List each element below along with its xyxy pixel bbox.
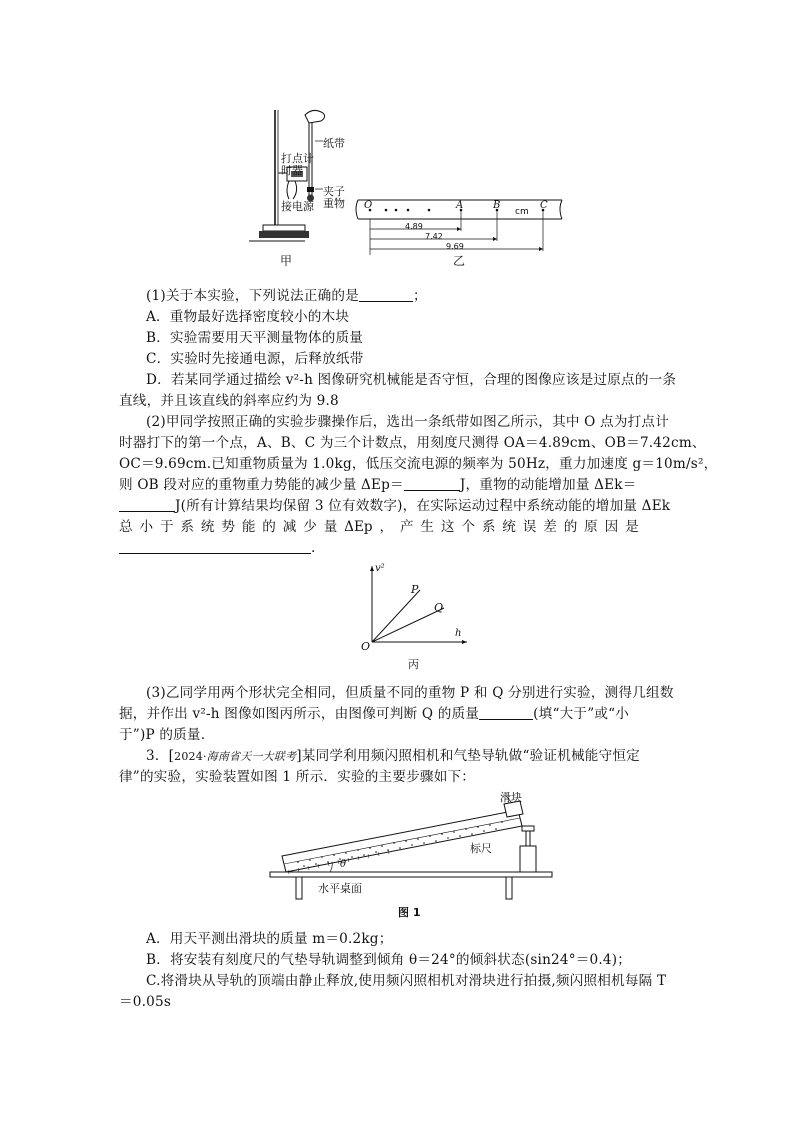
q2-line-4: 则 OB 段对应的重物重力势能的减少量 ΔEp＝ J，重物的动能增加量 ΔEk＝ <box>119 477 637 493</box>
problem3-line-1: 3．[2024·海南省天一大联考]某同学利用频闪照相机和气垫导轨做“验证机械能守恒定 <box>146 748 640 764</box>
q2-reason-blank[interactable] <box>119 538 311 554</box>
label-paper-tape: 纸带 <box>323 137 345 150</box>
dim-oc: 9.69 <box>446 242 464 251</box>
tape-point-a: A <box>456 200 464 211</box>
caption-figure1: 图 1 <box>398 906 421 919</box>
q2-line-1: (2)甲同学按照正确的实验步骤操作后，选出一条纸带如图乙所示，其中 O 点为打点计 <box>146 414 670 430</box>
q2-line-6: 总 小 于 系 统 势 能 的 减 少 量 ΔEp ， 产 生 这 个 系 统 误 差 的 原 因 是 <box>119 519 639 535</box>
q1-prompt: (1)关于本实验，下列说法正确的是 ； <box>146 288 427 304</box>
q1-option-c: C．实验时先接通电源，后释放纸带 <box>146 351 364 367</box>
q2-line-7: . <box>119 538 316 558</box>
graph-axis-y: v² <box>375 563 385 574</box>
q1-option-b: B．实验需要用天平测量物体的质量 <box>146 330 364 346</box>
q2-line-2: 时器打下的第一个点，A、B、C 为三个计数点，用刻度尺测得 OA＝4.89cm、OB＝7.42cm、 <box>119 435 706 451</box>
q1-option-d-2: 直线，并且该直线的斜率应约为 9.8 <box>119 393 339 409</box>
caption-jia: 甲 <box>280 254 293 268</box>
label-power: 接电源 <box>281 200 314 213</box>
graph-origin: O <box>361 640 371 653</box>
q2-ep-blank[interactable] <box>404 475 460 491</box>
q2-ek-blank[interactable] <box>119 496 175 512</box>
q3-answer-blank[interactable] <box>479 704 533 720</box>
dim-oa: 4.89 <box>405 222 423 231</box>
figure-bing-graph <box>362 562 472 657</box>
q1-option-a: A．重物最好选择密度较小的木块 <box>146 309 350 325</box>
q2-line-5: J(所有计算结果均保留 3 位有效数字)，在实际运动过程中系统动能的增加量 ΔEk <box>119 496 670 516</box>
step-b: B．将安装有刻度尺的气垫导轨调整到倾角 θ＝24°的倾斜状态(sin24°＝0.4)； <box>146 952 632 968</box>
q2-line-3: OC＝9.69cm.已知重物质量为 1.0kg，低压交流电源的频率为 50Hz，重力加速度 g＝10m/s²， <box>119 456 718 472</box>
graph-axis-x: h <box>455 628 462 639</box>
graph-line-p: P <box>411 583 419 596</box>
figure-jia-apparatus <box>245 105 345 255</box>
label-timer-2: 时器 <box>281 164 303 177</box>
step-c-2: ＝0.05s <box>119 994 172 1010</box>
label-angle: θ <box>340 859 347 870</box>
label-clip: 夹子 <box>323 185 345 198</box>
label-table: 水平桌面 <box>318 882 362 895</box>
step-c-1: C.将滑块从导轨的顶端由静止释放,使用频闪照相机对滑块进行拍摄,频闪照相机每隔 T <box>146 973 667 989</box>
step-a: A．用天平测出滑块的质量 m＝0.2kg； <box>146 931 393 947</box>
figure1-air-track <box>268 790 558 902</box>
label-timer-1: 打点计 <box>281 152 314 165</box>
label-ruler: 标尺 <box>470 842 492 855</box>
dim-ob: 7.42 <box>425 232 443 241</box>
problem3-line-2: 律”的实验，实验装置如图 1 所示．实验的主要步骤如下： <box>119 769 476 785</box>
q3-line-3: 于”)P 的质量. <box>119 727 206 743</box>
q1-option-d-1: D．若某同学通过描绘 v²-h 图像研究机械能是否守恒，合理的图像应该是过原点的一条 <box>146 372 677 388</box>
q3-line-1: (3)乙同学用两个形状完全相同，但质量不同的重物 P 和 Q 分别进行实验，测得几组数 <box>146 685 674 701</box>
graph-line-q: Q <box>434 601 444 614</box>
label-slider: 滑块 <box>500 791 522 804</box>
tape-point-o: O <box>364 200 373 211</box>
tape-point-b: B <box>493 200 501 211</box>
tape-point-c: C <box>540 200 548 211</box>
q3-line-2: 据，并作出 v²-h 图像如图丙所示，由图像可判断 Q 的质量 (填“大于”或“小 <box>119 706 630 722</box>
tape-unit: cm <box>515 207 529 217</box>
label-weight: 重物 <box>323 197 345 210</box>
caption-yi: 乙 <box>453 254 466 268</box>
caption-bing: 丙 <box>408 658 419 671</box>
q1-answer-blank[interactable] <box>359 286 413 302</box>
